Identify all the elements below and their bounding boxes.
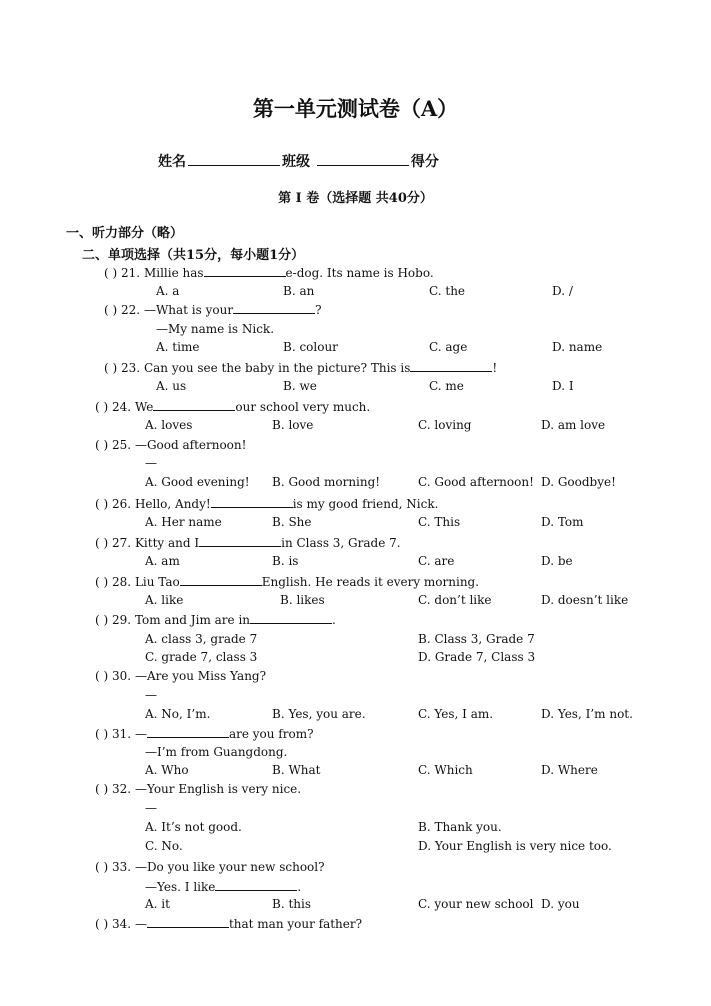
option-d: D. / [552, 284, 573, 298]
score-label: 得分 [410, 154, 439, 170]
question-number: 29. [112, 613, 132, 627]
question-text-tail: . [332, 613, 336, 627]
option-b: B. Thank you. [418, 820, 502, 834]
answer-blank [153, 399, 235, 411]
question-text-tail: are you from? [228, 727, 314, 741]
option-b: B. Good morning! [272, 475, 381, 489]
option-d: D. Tom [541, 515, 584, 529]
option-d: D. be [541, 554, 573, 568]
answer-paren[interactable]: ( ) [104, 266, 118, 280]
question-text: —Your English is very nice. [134, 782, 302, 796]
answer-blank [180, 574, 262, 586]
name-label: 姓名 [158, 154, 186, 170]
question-number: 30. [112, 669, 132, 683]
question-number: 31. [112, 727, 132, 741]
option-d: D. Your English is very nice too. [418, 839, 612, 853]
dialogue-dash: — [145, 801, 157, 815]
option-b: B. is [272, 554, 299, 568]
question-24 [95, 399, 370, 414]
option-d: D. Yes, I’m not. [541, 707, 633, 721]
answer-blank [147, 726, 229, 738]
option-a: A. It’s not good. [145, 820, 242, 834]
option-d: D. Goodbye! [541, 475, 616, 489]
question-number: 23. [121, 361, 141, 375]
answer-paren[interactable]: ( ) [95, 917, 109, 931]
question-number: 26. [112, 497, 132, 511]
dialogue-dash: — [145, 456, 157, 470]
question-text: — [134, 917, 147, 931]
question-text-tail: ! [492, 361, 498, 375]
answer-blank [199, 535, 281, 547]
question-text-tail: ? [315, 303, 322, 317]
option-b: B. Yes, you are. [272, 707, 366, 721]
answer-paren[interactable]: ( ) [104, 361, 118, 375]
question-text: Can you see the baby in the picture? This is [143, 361, 411, 375]
answer-blank [211, 496, 293, 508]
answer-paren[interactable]: ( ) [95, 782, 109, 796]
question-28 [95, 574, 479, 589]
answer-paren[interactable]: ( ) [95, 438, 109, 452]
option-a: A. like [145, 593, 184, 607]
question-text-tail: that man your father? [228, 917, 363, 931]
question-34 [95, 916, 362, 931]
answer-blank [410, 360, 492, 372]
question-text-tail: English. He reads it every morning. [261, 575, 480, 589]
dialogue-line: —My name is Nick. [156, 322, 275, 336]
option-c: C. Good afternoon! [418, 475, 534, 489]
option-c: C. are [418, 554, 455, 568]
question-number: 34. [112, 917, 132, 931]
question-25 [95, 438, 246, 452]
question-number: 28. [112, 575, 132, 589]
option-c: C. age [429, 340, 468, 354]
answer-paren[interactable]: ( ) [95, 727, 109, 741]
option-d: D. I [552, 379, 574, 393]
option-c: C. the [429, 284, 466, 298]
question-text: —Are you Miss Yang? [134, 669, 267, 683]
option-b: B. this [272, 897, 311, 911]
option-a: A. a [156, 284, 180, 298]
page-title: 第一单元测试卷（A） [252, 96, 459, 121]
option-b: B. an [283, 284, 315, 298]
answer-paren[interactable]: ( ) [95, 536, 109, 550]
dialogue-line: —I’m from Guangdong. [145, 745, 288, 759]
question-26 [95, 496, 438, 511]
option-a: A. Who [145, 763, 189, 777]
name-blank[interactable] [188, 152, 280, 166]
dialogue-dash: — [145, 688, 157, 702]
question-text: Hello, Andy! [134, 497, 211, 511]
answer-paren[interactable]: ( ) [104, 303, 118, 317]
question-30 [95, 669, 266, 683]
question-text: —Good afternoon! [134, 438, 247, 452]
option-b: B. love [272, 418, 314, 432]
question-text: Tom and Jim are in [134, 613, 251, 627]
option-a: A. loves [145, 418, 193, 432]
question-text: Kitty and I [134, 536, 200, 550]
question-text: —Do you like your new school? [134, 860, 325, 874]
option-c: C. Which [418, 763, 473, 777]
option-a: A. am [145, 554, 180, 568]
option-b: B. Class 3, Grade 7 [418, 632, 535, 646]
option-d: D. doesn’t like [541, 593, 629, 607]
answer-blank [233, 302, 315, 314]
option-d: D. you [541, 897, 580, 911]
question-text: Millie has [143, 266, 204, 280]
answer-paren[interactable]: ( ) [95, 497, 109, 511]
question-23 [104, 360, 497, 375]
question-number: 21. [121, 266, 141, 280]
option-b: B. colour [283, 340, 338, 354]
question-text-tail: e-dog. Its name is Hobo. [285, 266, 434, 280]
question-29 [95, 612, 336, 627]
question-22 [104, 302, 322, 317]
option-a: A. it [145, 897, 170, 911]
option-b: B. What [272, 763, 321, 777]
answer-paren[interactable]: ( ) [95, 669, 109, 683]
question-text-tail: in Class 3, Grade 7. [281, 536, 401, 550]
question-number: 32. [112, 782, 132, 796]
part-title: 第 I 卷（选择题 共40分） [278, 191, 433, 206]
answer-blank [204, 265, 286, 277]
question-number: 25. [112, 438, 132, 452]
question-number: 27. [112, 536, 132, 550]
question-33 [95, 860, 325, 874]
question-31 [95, 726, 314, 741]
section-listening: 一、听力部分（略） [66, 226, 184, 241]
answer-blank [215, 879, 297, 891]
dialogue-text: —Yes. I like [145, 880, 216, 894]
option-b: B. likes [280, 593, 325, 607]
question-text: Liu Tao [134, 575, 180, 589]
option-c: C. don’t like [418, 593, 492, 607]
question-text: —What is your [143, 303, 234, 317]
option-b: B. She [272, 515, 312, 529]
question-text-tail: our school very much. [235, 400, 371, 414]
class-label: 班级 [282, 154, 310, 170]
question-number: 33. [112, 860, 132, 874]
option-c: C. your new school [418, 897, 534, 911]
option-a: A. No, I’m. [145, 707, 211, 721]
class-blank[interactable] [317, 152, 409, 166]
answer-blank [147, 916, 229, 928]
question-text: — [134, 727, 147, 741]
student-info-line [158, 151, 439, 171]
answer-paren[interactable]: ( ) [95, 575, 109, 589]
dialogue-line: —Yes. I like . [145, 880, 302, 894]
option-c: C. Yes, I am. [418, 707, 494, 721]
option-c: C. This [418, 515, 461, 529]
option-d: D. am love [541, 418, 606, 432]
option-a: A. Good evening! [145, 475, 250, 489]
question-21 [104, 265, 434, 280]
question-text-tail: is my good friend, Nick. [292, 497, 439, 511]
answer-paren[interactable]: ( ) [95, 613, 109, 627]
question-number: 22. [121, 303, 141, 317]
option-d: D. Where [541, 763, 598, 777]
question-number: 24. [112, 400, 132, 414]
option-d: D. Grade 7, Class 3 [418, 650, 536, 664]
answer-paren[interactable]: ( ) [95, 400, 109, 414]
option-a: A. time [156, 340, 200, 354]
option-c: C. me [429, 379, 464, 393]
option-d: D. name [552, 340, 603, 354]
option-c: C. loving [418, 418, 472, 432]
option-b: B. we [283, 379, 317, 393]
answer-paren[interactable]: ( ) [95, 860, 109, 874]
question-27 [95, 535, 401, 550]
question-32 [95, 782, 301, 796]
option-a: A. Her name [145, 515, 222, 529]
option-a: A. us [156, 379, 187, 393]
option-c: C. grade 7, class 3 [145, 650, 258, 664]
option-a: A. class 3, grade 7 [145, 632, 258, 646]
answer-blank [250, 612, 332, 624]
option-c: C. No. [145, 839, 183, 853]
question-text: We [134, 400, 154, 414]
section-single-choice: 二、单项选择（共15分，每小题1分） [82, 248, 305, 263]
